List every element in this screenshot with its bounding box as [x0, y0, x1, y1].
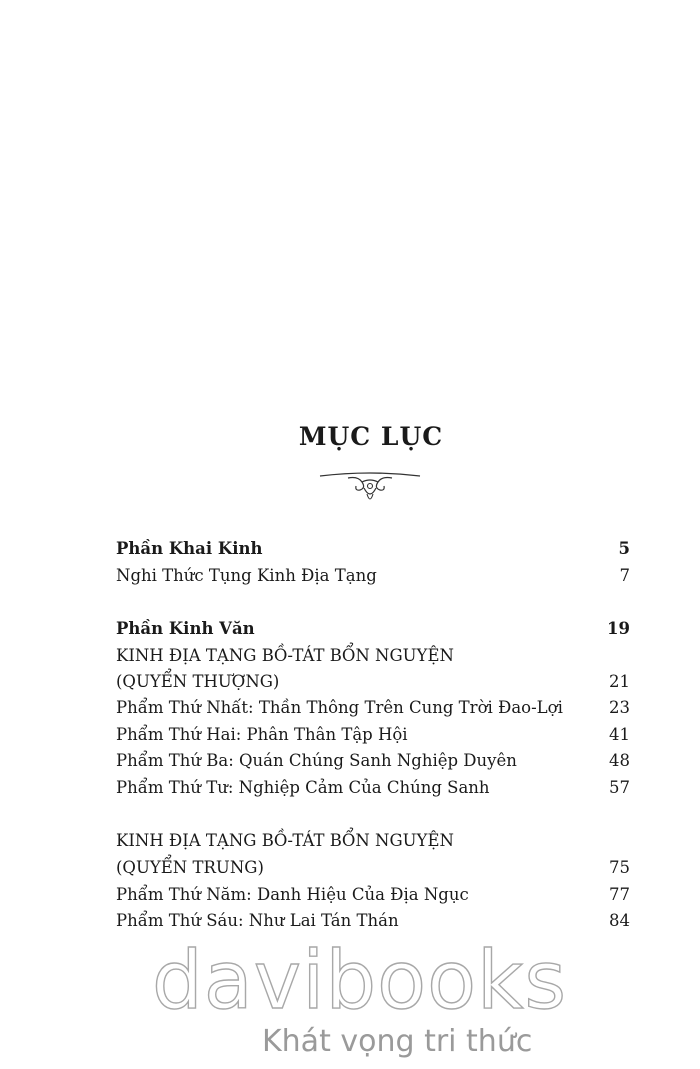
toc-row[interactable]	[116, 856, 630, 880]
toc-entry-page: 7	[619, 566, 630, 585]
toc-row[interactable]	[116, 564, 630, 588]
toc-entry-title: (QUYỂN THƯỢNG)	[116, 672, 280, 691]
page-title: MỤC LỤC	[298, 422, 444, 451]
toc-row[interactable]	[116, 749, 630, 773]
toc-row[interactable]	[116, 537, 630, 561]
toc-entry-page: 5	[618, 539, 630, 558]
watermark-brand: davibooks	[152, 934, 568, 1027]
toc-entry-title: Phần Khai Kinh	[116, 539, 263, 558]
toc-entry-page: 23	[609, 698, 630, 717]
toc-entry-page: 21	[609, 672, 630, 691]
toc-entry-page: 75	[609, 858, 630, 877]
toc-entry-title: Phẩm Thứ Sáu: Như Lai Tán Thán	[116, 911, 399, 930]
toc-row[interactable]	[116, 883, 630, 907]
toc-row[interactable]	[116, 696, 630, 720]
toc-entry-page: 84	[609, 911, 630, 930]
toc-row[interactable]	[116, 644, 630, 668]
toc-entry-title: Phẩm Thứ Tư: Nghiệp Cảm Của Chúng Sanh	[116, 778, 490, 797]
toc-row[interactable]	[116, 909, 630, 933]
toc-entry-page: 19	[607, 619, 630, 638]
table-of-contents	[116, 0, 630, 1069]
toc-entry-title: Nghi Thức Tụng Kinh Địa Tạng	[116, 566, 377, 585]
toc-entry-title: Phẩm Thứ Hai: Phân Thân Tập Hội	[116, 725, 408, 744]
toc-row[interactable]	[116, 829, 630, 853]
toc-row[interactable]	[116, 723, 630, 747]
toc-row[interactable]	[116, 776, 630, 800]
toc-entry-page: 57	[609, 778, 630, 797]
toc-entry-title: Phẩm Thứ Nhất: Thần Thông Trên Cung Trời Đao-Lợi	[116, 698, 563, 717]
toc-entry-page: 77	[609, 885, 630, 904]
toc-entry-title: Phẩm Thứ Ba: Quán Chúng Sanh Nghiệp Duyên	[116, 751, 517, 770]
toc-entry-title: KINH ĐỊA TẠNG BỒ-TÁT BỔN NGUYỆN	[116, 646, 454, 665]
toc-entry-title: Phần Kinh Văn	[116, 619, 255, 638]
toc-entry-title: Phẩm Thứ Năm: Danh Hiệu Của Địa Ngục	[116, 885, 469, 904]
toc-row[interactable]	[116, 617, 630, 641]
toc-row[interactable]	[116, 670, 630, 694]
toc-entry-title: KINH ĐỊA TẠNG BỒ-TÁT BỔN NGUYỆN	[116, 831, 454, 850]
watermark-slogan: Khát vọng tri thức	[262, 1024, 533, 1059]
toc-entry-page: 41	[609, 725, 630, 744]
toc-entry-page: 48	[609, 751, 630, 770]
toc-entry-title: (QUYỂN TRUNG)	[116, 858, 264, 877]
